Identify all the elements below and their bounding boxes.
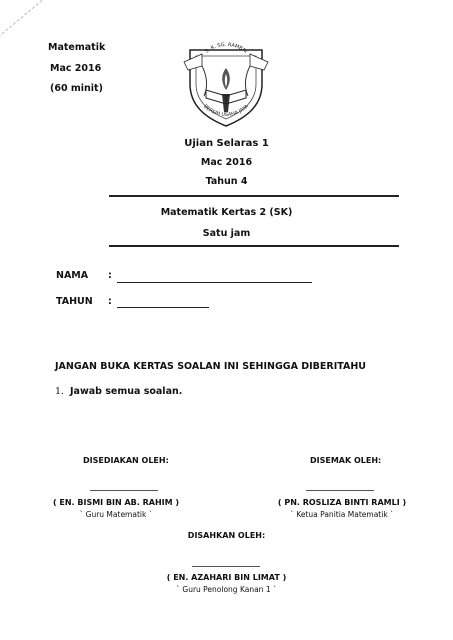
top-rule [109,195,399,197]
exam-title: Ujian Selaras 1 [184,138,269,149]
warning-text: JANGAN BUKA KERTAS SOALAN INI SEHINGGA DIBERITAHU [55,361,366,372]
approved-name: ( EN. AZAHARI BIN LIMAT ) [166,573,287,582]
year-colon: : [108,296,112,307]
instruction-text: Jawab semua soalan. [70,386,183,397]
exam-year: Tahun 4 [205,176,248,187]
school-crest-logo [180,36,272,128]
header-date: Mac 2016 [50,63,102,74]
checked-signature-line [306,490,374,491]
svg-text:S. K. SG. RAMBAI [204,42,248,55]
bottom-rule [109,245,399,247]
crest-icon [180,36,272,128]
name-colon: : [108,270,112,281]
checked-name: ( PN. ROSLIZA BINTI RAMLI ) [277,498,407,507]
approved-signature-line [192,566,260,567]
year-field-line [117,307,209,308]
paper-title: Matematik Kertas 2 (SK) [160,207,293,218]
prepared-by-label: DISEDIAKAN OLEH: [83,456,169,465]
corner-dashed-line [0,0,65,41]
prepared-name: ( EN. BISMI BIN AB. RAHIM ) [52,498,180,507]
approved-by-label: DISAHKAN OLEH: [187,531,266,540]
checked-by-label: DISEMAK OLEH: [310,456,382,465]
name-field-line [117,282,312,283]
crest-bottom-text: BERSIH USAHA JAYA [202,103,250,118]
prepared-signature-line [90,490,158,491]
duration-label: (60 minit) [50,83,103,94]
year-label: TAHUN [56,296,93,307]
checked-role: ` Ketua Panitia Matematik ` [290,510,394,519]
approved-role: ` Guru Penolong Kanan 1 ` [176,585,277,594]
subject-label: Matematik [48,42,106,53]
instruction-number: 1. [55,386,65,397]
prepared-role: ` Guru Matematik ` [79,510,153,519]
paper-time: Satu jam [202,228,251,239]
name-label: NAMA [56,270,89,281]
crest-top-text: S. K. SG. RAMBAI [204,41,249,55]
exam-date: Mac 2016 [200,157,253,168]
